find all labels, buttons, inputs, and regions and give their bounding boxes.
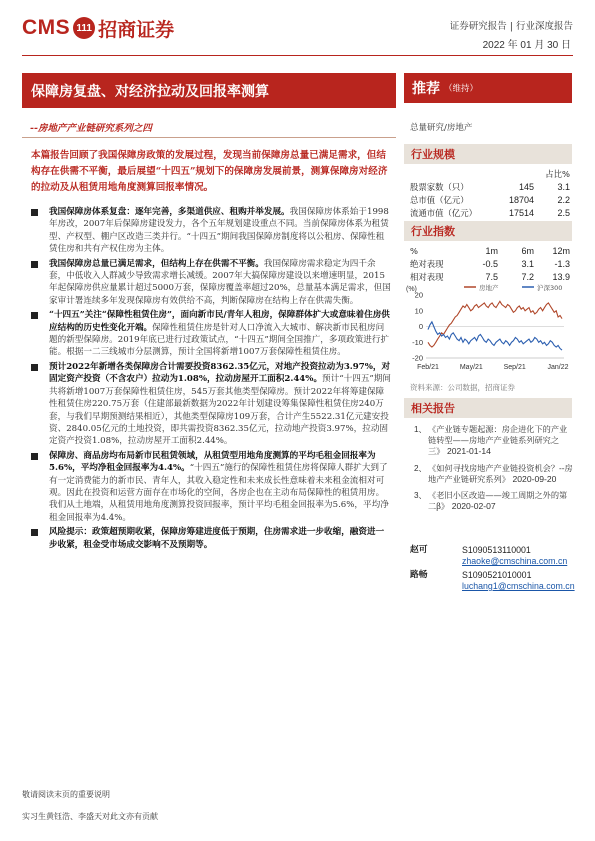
row-value: 18704 (508, 194, 534, 205)
x-tick-label: Feb/21 (417, 364, 439, 371)
related-reports-header (404, 398, 572, 418)
row-pct: 3.1 (557, 181, 570, 192)
industry-scale-title: 行业规模 (411, 148, 455, 161)
row-value: 145 (518, 181, 534, 192)
table-row (410, 270, 570, 283)
x-tick-label: Sep/21 (503, 364, 526, 371)
x-tick-label: Jan/22 (547, 364, 569, 371)
key-points-list (31, 206, 391, 553)
key-point-heading: 保障房、商品房均布局新市民租赁领域，从租赁型用地角度测算的平均毛租金回报率为5.6%，平均净租金回报率为4.4%。 (49, 450, 376, 474)
row-label: 相对表现 (410, 271, 444, 282)
key-point-heading: 我国保障房体系复盘：逐年完善，多渠道供应、租购并举发展。 (49, 207, 290, 217)
table-header-row (410, 167, 570, 180)
column-header: 12m (552, 245, 570, 256)
bullet-square-icon (31, 529, 38, 536)
row-label: 股票家数（只） (410, 181, 469, 192)
item-index: 3、 (414, 491, 427, 501)
report-subtitle: --房地产产业链研究系列之四 (30, 123, 152, 134)
table-row (410, 257, 570, 270)
related-report-title: 《如何寻找房地产产业链投资机会？--房地产产业链研究系列》 (428, 462, 573, 484)
related-report-title: 《老旧小区改造——竣工周期之外的第二β》 (428, 490, 568, 512)
column-header: % (410, 245, 418, 256)
report-summary: 本篇报告回顾了我国保障房政策的发展过程，发现当前保障房总量已满足需求，但结构存在供需不平衡，最后展望“十四五”规划下的保障房发展前景，测算保障房对经济的拉动及从租赁用地角度测算回报率情况。 (31, 150, 388, 193)
industry-scale-header (404, 144, 572, 164)
industry-index-title: 行业指数 (411, 225, 455, 238)
row-value: 7.2 (521, 271, 534, 282)
key-point (31, 361, 391, 448)
key-point-body: “十四五”施行的保障性租赁住房将保障人群扩大到了有一定消费能力的新市民、青年人，其收入稳定性和未来成长性意味着未来租金流相对可观。因此在投资和运营方面存在市场化的空间，各房企也在主动布局保障性的租赁用房。我们从土地端，从租赁用地角度测算投资回报率，预计平均毛租金回报率为5.6%，平均净租金回报率为4.4%。 (49, 463, 389, 523)
column-header: 1m (485, 245, 498, 256)
bullet-square-icon (31, 364, 38, 371)
logo-cms-text: CMS (22, 16, 71, 39)
key-point (31, 526, 391, 551)
analyst-row (410, 556, 575, 567)
row-label: 总市值（亿元） (410, 194, 469, 205)
x-tick-label: May/21 (459, 364, 483, 371)
table-row (410, 180, 570, 193)
research-category: 总量研究/房地产 (410, 123, 473, 133)
document-date: 2022 年 01 月 30 日 (482, 40, 571, 51)
key-point-body: 保障性租赁住房是针对人口净流入大城市、解决新市民租房问题的新型保障房。2019年底已进行过政策试点，“十四五”期间全国推广，多项政策进行扩能。根据一二三线城市分层测算，预计全国将新增1007万套保障性租赁住房。 (49, 322, 390, 358)
row-pct: 2.2 (557, 194, 570, 205)
disclaimer-note: 敬请阅读末页的重要说明 (22, 790, 110, 799)
brand-logo (22, 14, 174, 42)
industry-scale-table (410, 167, 570, 219)
analysts-block (410, 545, 575, 592)
column-header: 6m (521, 245, 534, 256)
y-tick-label: 20 (414, 290, 423, 300)
document-type: 证券研究报告 | 行业深度报告 (449, 21, 573, 32)
row-pct: 2.5 (557, 207, 570, 218)
analyst-name: 路畅 (410, 570, 428, 580)
related-report-item[interactable] (414, 490, 574, 512)
pct-column-header: 占比% (545, 168, 570, 179)
bullet-square-icon (31, 261, 38, 268)
related-report-item[interactable] (414, 424, 574, 458)
row-value: 7.5 (485, 271, 498, 282)
y-axis-unit-label: (%) (406, 286, 417, 293)
key-point (31, 206, 391, 256)
report-title: 保障房复盘、对经济拉动及回报率测算 (31, 83, 269, 100)
y-tick-label: -10 (412, 337, 423, 347)
related-report-date: 2021-01-14 (447, 446, 491, 457)
analyst-cert: S1090521010001 (462, 570, 532, 580)
analyst-row (410, 570, 575, 581)
logo-chinese-text: 招商证券 (98, 18, 175, 41)
related-report-date: 2020-09-20 (512, 473, 557, 484)
analyst-row (410, 581, 575, 592)
key-point (31, 258, 391, 308)
row-value: 3.1 (521, 258, 534, 269)
row-value: 13.9 (552, 271, 570, 282)
item-index: 1、 (414, 425, 427, 434)
contributor-note: 实习生黄钰浩、李盛天对此文亦有贡献 (22, 812, 158, 821)
rating-sub: （维持） (444, 84, 479, 94)
key-point-body: 预计“十四五”期间共将新增1007万套保障性租赁住房，545万套其他类型保障房。预计2022年将筹建保障性租赁住房220.75万套（住建部最新数据为2022年计划建设筹集保障性租赁住房240万套，与我们早期预测结果相近），其他类型保障房109万套，合计产生5522.31亿元建安投资、2840.05亿元的土地投资，即共需投资8362.35亿元，拉动地产投资3.97%，拉动固定资产投资1.08%，拉动房屋开工面积2.44%。 (49, 374, 391, 447)
item-index: 2、 (414, 463, 427, 473)
rating-bar (404, 73, 572, 103)
industry-index-table (410, 244, 570, 283)
key-point-heading: 预计2022年新增各类保障房合计需要投资8362.35亿元，对地产投资拉动为3.97%，对固定资产投资（不含农户）拉动为1.08%，拉动房屋开工面积2.44%。 (49, 361, 391, 385)
related-reports-list (414, 424, 574, 517)
table-row (410, 193, 570, 206)
related-report-date: 2020-02-07 (451, 501, 496, 512)
chart-svg (404, 283, 576, 383)
analyst-cert: S1090513110001 (462, 545, 531, 555)
row-value: -1.3 (554, 258, 570, 269)
row-value: 17514 (508, 207, 534, 218)
related-report-title: 《产业链专题起源：房企进化下的产业链转型——房地产产业链系列研究之三》 (428, 424, 568, 457)
bullet-square-icon (31, 312, 38, 319)
page-footer (22, 784, 158, 828)
table-row (410, 206, 570, 219)
key-point (31, 309, 391, 359)
analyst-email-link[interactable]: zhaoke@cmschina.com.cn (462, 556, 568, 566)
key-point-heading: 我国保障房总量已满足需求，但结构上存在供需不平衡。 (49, 258, 264, 269)
legend-label: 沪深300 (537, 284, 563, 292)
related-reports-title: 相关报告 (411, 402, 455, 415)
legend-label: 房地产 (479, 284, 499, 292)
chart-source: 资料来源：公司数据，招商证券 (410, 383, 515, 392)
related-report-item[interactable] (414, 463, 574, 485)
index-performance-chart (404, 283, 576, 383)
y-tick-label: 0 (418, 322, 423, 331)
analyst-name: 赵可 (410, 545, 428, 555)
analyst-email-link[interactable]: luchang1@cmschina.com.cn (462, 581, 575, 591)
analyst-row (410, 545, 575, 556)
key-point (31, 450, 391, 524)
subtitle-divider (22, 137, 396, 138)
key-point-heading: “十四五”关注“保障性租赁住房”，面向新市民/青年人租房，保障群体扩大或意味着住房供应结构的历史性变化开端。 (49, 310, 390, 333)
bullet-square-icon (31, 209, 38, 216)
header-divider (22, 55, 573, 56)
row-label: 流通市值（亿元） (410, 207, 477, 218)
key-point-heading: 风险提示：政策超预期收紧，保障房筹建进度低于预期，住房需求进一步收缩，融资进一步收紧，租金受市场成交影响不及预期等。 (49, 527, 385, 550)
bullet-square-icon (31, 453, 38, 460)
series-line-real-estate (428, 301, 562, 347)
y-tick-label: -20 (412, 353, 423, 363)
row-value: -0.5 (482, 258, 498, 269)
logo-badge: 111 (73, 17, 95, 39)
key-point-body: 我国保障房体系始于1998年房改，2007年后保障房建设发力，各个五年规划建设重点不同。当前保障房体系为租赁型、产权型、棚户区改造三类并行。“十四五”期间我国保障房制度将以公租房、保障性租赁住房和共有产权住房为主体。 (49, 207, 389, 255)
report-title-bar (22, 73, 396, 108)
industry-index-header (404, 221, 572, 241)
rating-label: 推荐 (412, 81, 440, 97)
table-header-row (410, 244, 570, 257)
y-tick-label: 10 (414, 306, 423, 316)
row-label: 绝对表现 (410, 258, 444, 269)
key-point-body: 我国保障房需求稳定为四千余套，中低收入人群减少导致需求增长减缓。2007年大搞保障房建设以来增速明显，2015年起保障房供应量累计超过5000万套，保障房覆盖率超过20%，总量基本满足需求，但国家审计署连续多年发现保障房有效供给不高，判断保障房在结构上存在供需失衡。 (49, 258, 391, 306)
